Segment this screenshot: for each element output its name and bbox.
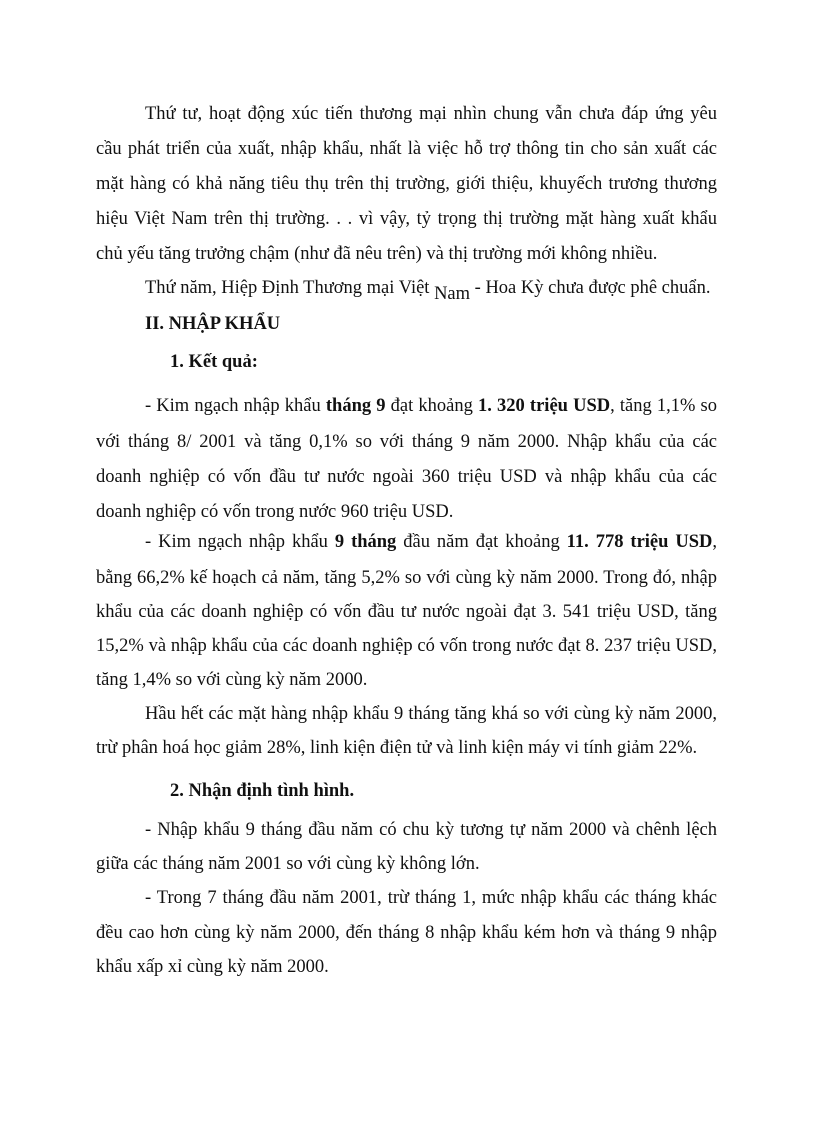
text-run: đầu năm đạt khoảng: [396, 532, 567, 552]
paragraph-line: khẩu của các doanh nghiệp có vốn đầu tư nước ngoài đạt 3. 541 triệu USD, tăng: [96, 602, 717, 622]
text-run-bold: 1. 320 triệu USD: [478, 396, 611, 416]
text-run-bold: 11. 778 triệu USD: [566, 532, 713, 552]
text-run: ,: [712, 532, 718, 552]
paragraph-line: giữa các tháng năm 2001 so với cùng kỳ không lớn.: [96, 854, 480, 874]
text-run: - Kim ngạch nhập khẩu: [145, 396, 326, 416]
paragraph-line: trừ phân hoá học giảm 28%, linh kiện điện tử và linh kiện máy vi tính giảm 22%.: [96, 738, 698, 758]
paragraph-line: - Trong 7 tháng đầu năm 2001, trừ tháng 1, mức nhập khẩu các tháng khác: [145, 888, 717, 908]
paragraph-line: 15,2% và nhập khẩu của các doanh nghiệp có vốn trong nước đạt 8. 237 triệu USD,: [96, 636, 717, 656]
paragraph-line: bằng 66,2% kế hoạch cả năm, tăng 5,2% so với cùng kỳ năm 2000. Trong đó, nhập: [96, 568, 717, 588]
text-run: - Hoa Kỳ chưa được phê chuẩn.: [470, 278, 711, 298]
text-run: đạt khoảng: [385, 396, 479, 416]
paragraph-line: doanh nghiệp có vốn trong nước 960 triệu USD.: [96, 502, 454, 522]
paragraph-line: [145, 276, 711, 304]
text-run-lowered: Nam: [434, 284, 471, 304]
paragraph-line: đều cao hơn cùng kỳ năm 2000, đến tháng 8 nhập khẩu kém hơn và tháng 9 nhập: [96, 923, 717, 943]
text-run: , tăng 1,1% so: [610, 396, 717, 416]
text-run-bold: tháng 9: [325, 396, 386, 416]
paragraph-line: doanh nghiệp có vốn đầu tư nước ngoài 360 triệu USD và nhập khẩu của các: [96, 467, 717, 487]
section-heading: II. NHẬP KHẨU: [145, 314, 281, 334]
subsection-heading: 1. Kết quả:: [170, 352, 258, 372]
text-run: Thứ năm, Hiệp Định Thương mại Việt: [145, 278, 435, 298]
paragraph-line: chủ yếu tăng trưởng chậm (như đã nêu trên) và thị trường mới không nhiều.: [96, 244, 658, 264]
text-run: - Kim ngạch nhập khẩu: [145, 532, 335, 552]
paragraph-line: hiệu Việt Nam trên thị trường. . . vì vậy, tỷ trọng thị trường mặt hàng xuất khẩu: [96, 209, 717, 229]
paragraph-line: mặt hàng có khả năng tiêu thụ trên thị trường, giới thiệu, khuyếch trương thương: [96, 174, 717, 194]
subsection-heading: 2. Nhận định tình hình.: [170, 781, 355, 801]
paragraph-line: [145, 394, 717, 418]
paragraph-line: khẩu xấp xỉ cùng kỳ năm 2000.: [96, 957, 329, 977]
paragraph-line: Hầu hết các mặt hàng nhập khẩu 9 tháng tăng khá so với cùng kỳ năm 2000,: [145, 704, 717, 724]
paragraph-line: Thứ tư, hoạt động xúc tiến thương mại nhìn chung vẫn chưa đáp ứng yêu: [145, 104, 717, 124]
paragraph-line: [145, 530, 717, 554]
paragraph-line: với tháng 8/ 2001 và tăng 0,1% so với tháng 9 năm 2000. Nhập khẩu của các: [96, 432, 717, 452]
paragraph-line: - Nhập khẩu 9 tháng đầu năm có chu kỳ tương tự năm 2000 và chênh lệch: [145, 820, 717, 840]
paragraph-line: cầu phát triển của xuất, nhập khẩu, nhất là việc hỗ trợ thông tin cho sản xuất các: [96, 139, 717, 159]
text-run-bold: 9 tháng: [334, 532, 397, 552]
paragraph-line: tăng 1,4% so với cùng kỳ năm 2000.: [96, 670, 368, 690]
